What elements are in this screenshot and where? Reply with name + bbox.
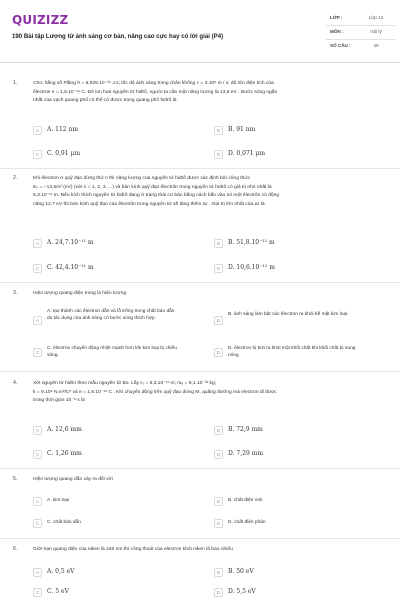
question-text-line: trong thời gian 10⁻⁸ s là (33, 398, 85, 404)
option-letter-box: C (33, 150, 42, 159)
question-text (33, 80, 385, 106)
question-text-line: Eₙ = −13,6/n² (eV) (với n = 1, 2, 3, ...) và bán kính quỹ đạo êlectrôn trong nguyên tử hiđrô có giá trị nhỏ nhất là (33, 184, 272, 190)
option-label: D. 5,5 eV (228, 588, 256, 595)
option-label: D. êlectron bị bứt ra khỏi một khối chất khi khối chất bị nung nóng (228, 346, 356, 358)
option-label: A. 112 nm (47, 126, 79, 133)
meta-class-key: LỚP : (330, 15, 343, 20)
option-label: B. 50 eV (228, 568, 254, 575)
question-text (33, 290, 385, 299)
option-label: B. 72,9 mm (228, 426, 263, 433)
question-text-line: Giới hạn quang điện của niken là 248 nm thì công thoát của electron khỏi niken là bao nhiêu (33, 547, 233, 552)
question-divider (0, 371, 400, 372)
question-text-line: 5,3.10⁻¹¹ m. Nếu kích thích nguyên tử hiđrô đang ở trạng thái cơ bản bằng cách bắn vào nó một êlectrôn có động (33, 193, 280, 199)
option-letter-box: A (33, 426, 42, 435)
option-letter-box: A (33, 497, 42, 506)
option-letter-box: A (33, 568, 42, 577)
question-text-line: Hiện tượng quang điện trong là hiện tượng (33, 291, 127, 296)
option-letter-box: A (33, 316, 42, 325)
option-label: B. 91 nm (228, 126, 256, 133)
question-divider (0, 468, 400, 469)
question-text-line: năng 12,7 eV thì bán kính quỹ đạo của êlectrôn trong nguyên tử sẽ tăng thêm Δr . Giá trị lớn nhất của Δr là (33, 201, 265, 207)
option-letter-box: C (33, 588, 42, 597)
question-number: 3. (13, 290, 18, 296)
question-number: 4. (13, 380, 18, 386)
question-text-line: Khi êlectron ở quỹ đạo dừng thứ n thì năng lượng của nguyên tử hiđrô được xác định bởi công thức (33, 176, 251, 181)
option-label: D. 10,6.10⁻¹¹ m (228, 264, 275, 271)
question-text-line: nhất của vạch quang phổ có thể có được trong quang phổ hiđrô là (33, 98, 177, 104)
quizizz-logo: QUIZIZZ (12, 13, 69, 27)
option-label: C. chất bán dẫn (47, 520, 81, 525)
option-letter-box: D (214, 519, 223, 528)
option-label: A. tạo thành các êlectron dẫn và lỗ trống trong chất bán dẫn do tác dụng của ánh sáng có bước sóng thích hợp. (47, 309, 175, 321)
option-label: C. 0,91 μm (47, 150, 81, 157)
question-number: 2. (13, 175, 18, 181)
option-label: A. 0,5 eV (47, 568, 75, 575)
option-letter-box: B (214, 316, 223, 325)
option-label: B. 51,8.10⁻¹¹ m (228, 239, 275, 246)
question-text (33, 380, 385, 406)
option-letter-box: D (214, 264, 223, 273)
option-letter-box: B (214, 126, 223, 135)
header-divider (0, 62, 400, 63)
option-label: A. 12,6 mm (47, 426, 82, 433)
question-number: 1. (13, 80, 18, 86)
option-label: C. 42,4.10⁻¹¹ m (47, 264, 94, 271)
question-text-line: Xét nguyên tử hiđro theo mẫu nguyên tử Bo. Lấy r₀ = 5,3.10⁻¹¹ m; mₑ = 9,1.10⁻³¹ kg; (33, 381, 217, 386)
option-label: C. êlectron chuyển động nhiệt mạnh hơn khi kim loại bị chiếu sáng. (47, 346, 177, 358)
option-letter-box: D (214, 588, 223, 597)
option-letter-box: C (33, 264, 42, 273)
meta-subject-key: MÔN : (330, 29, 344, 34)
option-label: A. kim loại (47, 498, 70, 503)
option-letter-box: C (33, 519, 42, 528)
meta-class (326, 15, 396, 27)
option-letter-box: D (214, 450, 223, 459)
option-label: C. 5 eV (47, 588, 69, 595)
option-letter-box: B (214, 568, 223, 577)
option-label: D. chất điện phân (228, 520, 266, 525)
option-letter-box: C (33, 450, 42, 459)
worksheet-title: 190 Bài tập Lượng tử ánh sáng cơ bản, nâng cao cực hay có lời giải (P4) (12, 33, 224, 40)
question-number: 6. (13, 546, 18, 552)
question-text-line: Hiện tượng quang dẫn xảy ra đối với (33, 477, 113, 482)
option-letter-box: B (214, 239, 223, 248)
question-number: 5. (13, 476, 18, 482)
option-letter-box: D (214, 150, 223, 159)
option-label: D. 7,29 mm (228, 450, 264, 457)
question-text-line: êlectron e = 1,6.10⁻¹⁹ C. Để ion hoá nguyên tử hiđrô, người ta cần một năng lượng là 13,6 eV . Bước sóng ngắn (33, 89, 278, 95)
meta-question-count-key: SỐ CÂU : (330, 43, 351, 48)
meta-divider (326, 25, 396, 26)
meta-divider (326, 39, 396, 40)
option-letter-box: C (33, 348, 42, 357)
option-label: B. ánh sáng làm bật các êlectron ra khỏi bề mặt kim loại. (228, 312, 349, 317)
question-text (33, 175, 385, 209)
meta-subject (326, 29, 396, 41)
option-letter-box: A (33, 239, 42, 248)
question-divider (0, 282, 400, 283)
option-label: C. 1,26 mm (47, 450, 82, 457)
meta-question-count-value: 40 (373, 43, 379, 48)
question-divider (0, 538, 400, 539)
meta-class-value: Lớp 12 (368, 15, 384, 20)
option-letter-box: B (214, 497, 223, 506)
question-text-line: k = 9.10⁹ N.m²/C² và e = 1,6.10⁻¹⁹ C . Khi chuyển động trên quỹ đạo dừng M, quãng đường mà electron đi được (33, 389, 277, 395)
option-label: D. 0,071 μm (228, 150, 266, 157)
option-label: B. chất điện môi (228, 498, 263, 503)
option-label: A. 24,7.10⁻¹¹ m (47, 239, 94, 246)
option-letter-box: A (33, 126, 42, 135)
meta-question-count (326, 43, 396, 55)
meta-subject-value: Vật lý (370, 29, 382, 34)
option-letter-box: D (214, 348, 223, 357)
question-text (33, 476, 385, 485)
option-letter-box: B (214, 426, 223, 435)
question-divider (0, 168, 400, 169)
question-text-line: Cho: hằng số Plăng h = 6,625.10⁻³⁴ J.s; tốc độ ánh sáng trong chân không c = 3.10⁸ m / s; độ lớn điện tích của (33, 81, 274, 86)
question-text (33, 546, 385, 555)
